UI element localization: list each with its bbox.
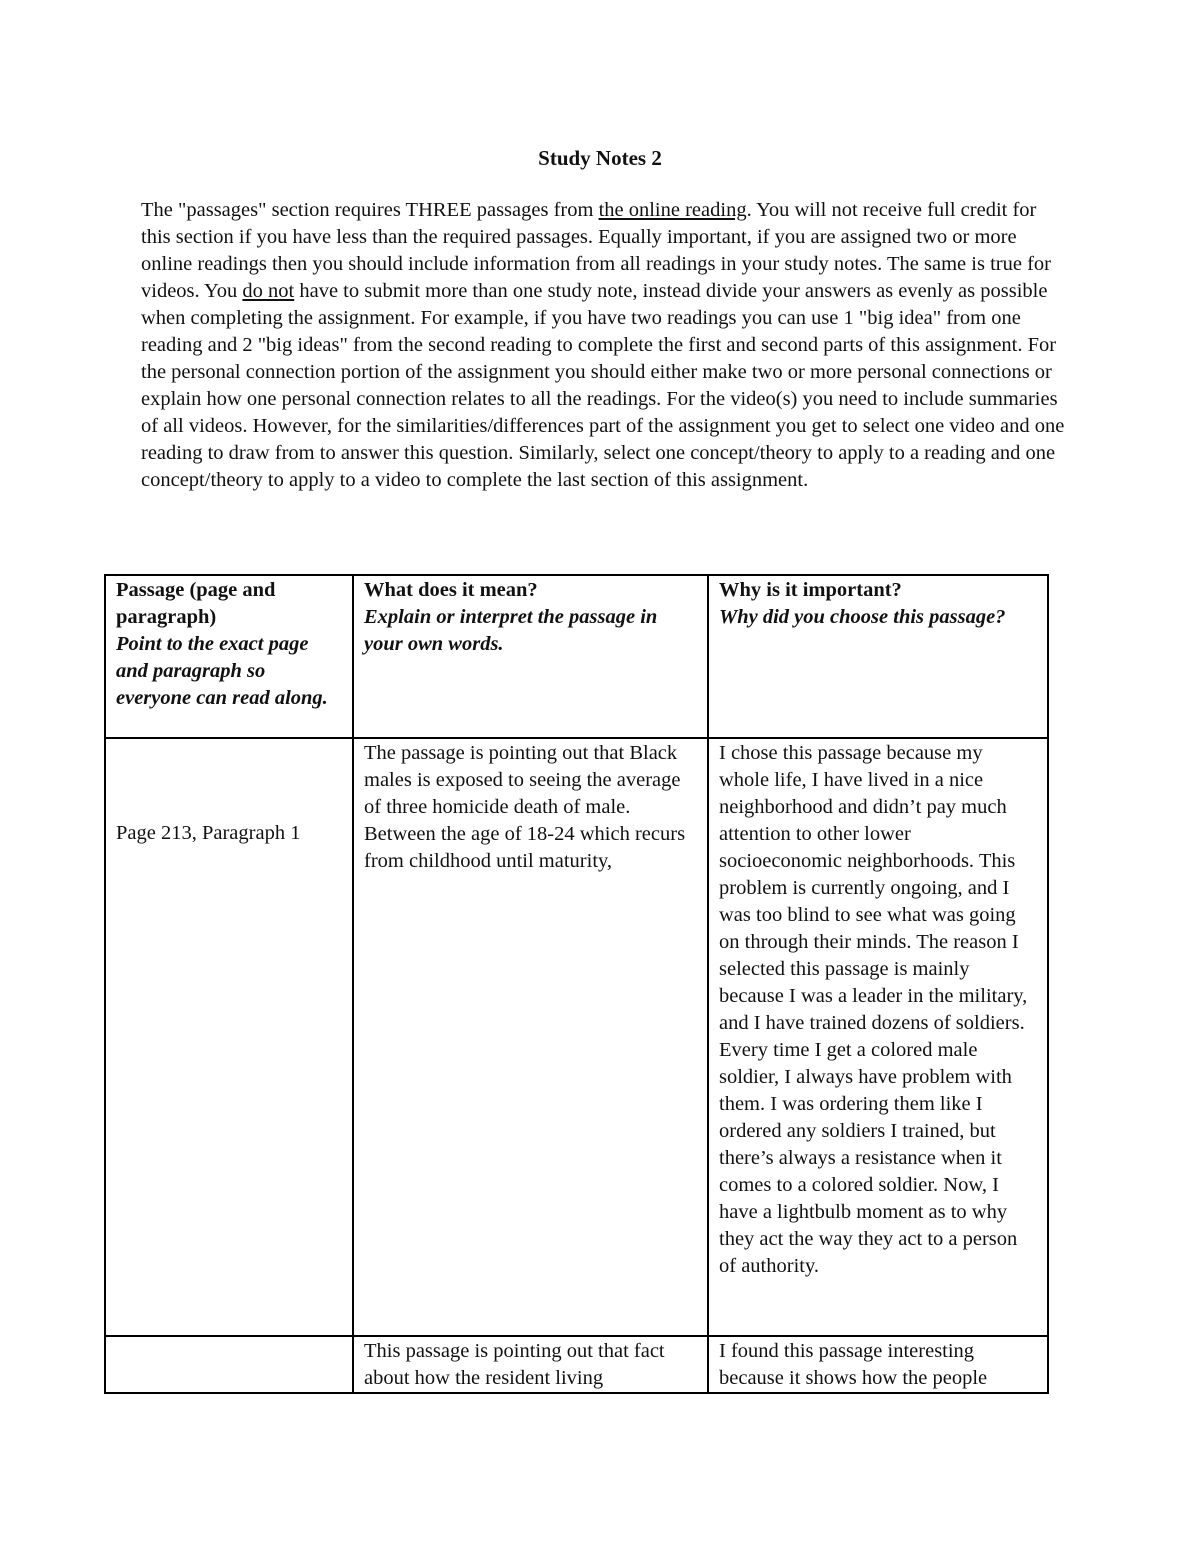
header-passage-title: Passage (page and paragraph) (116, 579, 276, 628)
cell-importance: I found this passage interesting because it shows how the people (708, 1336, 1048, 1393)
table-header-row (105, 575, 1048, 738)
table-row (105, 738, 1048, 1336)
study-notes-table (104, 574, 1049, 1394)
cell-meaning: The passage is pointing out that Black males is exposed to seeing the average of three homicide death of male. Between the age of 18-24 which recurs from childhood until maturity, (353, 738, 708, 1336)
cell-importance: I chose this passage because my whole life, I have lived in a nice neighborhood and didn’t pay much attention to other lower socioeconomic neighborhoods. This problem is currently ongoing, and I was too blind to see what was going on through their minds. The reason I selected this passage is mainly because I was a leader in the military, and I have trained dozens of soldiers. Every time I get a colored male soldier, I always have problem with them. I was ordering them like I ordered any soldiers I trained, but there’s always a resistance when it comes to a colored soldier. Now, I have a lightbulb moment as to why they act the way they act to a person of authority. (708, 738, 1048, 1336)
online-reading-underlined: the online reading (598, 199, 747, 221)
header-importance-subtitle: Why did you choose this passage? (719, 606, 1006, 628)
table-row (105, 1336, 1048, 1393)
cell-meaning: This passage is pointing out that fact about how the resident living (353, 1336, 708, 1393)
do-not-underlined: do not (242, 280, 295, 302)
header-meaning-subtitle: Explain or interpret the passage in your own words. (364, 606, 658, 655)
header-importance-title: Why is it important? (719, 579, 902, 601)
instructions-text-1: The "passages" section requires THREE passages from (141, 199, 599, 221)
instructions-paragraph (141, 197, 1071, 494)
cell-passage (105, 1336, 353, 1393)
header-meaning-title: What does it mean? (364, 579, 538, 601)
header-passage-subtitle: Point to the exact page and paragraph so everyone can read along. (116, 633, 328, 709)
header-importance (708, 575, 1048, 738)
instructions-text-2: . You will not receive full credit for this section if you have less than the required passages. Equally important, if you are assigned two or more online readings then you should include information from all readings in your study notes. The same is true for videos. You (141, 199, 1051, 302)
cell-passage (105, 738, 353, 1336)
instructions-text-3: have to submit more than one study note, instead divide your answers as evenly as possible when completing the assignment. For example, if you have two readings you can use 1 "big idea" from one reading and 2 "big ideas" from the second reading to complete the first and second parts of this assignment. For the personal connection portion of the assignment you should either make two or more personal connections or explain how one personal connection relates to all the readings. For the video(s) you need to include summaries of all videos. However, for the similarities/differences part of the assignment you get to select one video and one reading to draw from to answer this question. Similarly, select one concept/theory to apply to a reading and one concept/theory to apply to a video to complete the last section of this assignment. (141, 280, 1065, 491)
header-meaning (353, 575, 708, 738)
header-passage (105, 575, 353, 738)
document-title: Study Notes 2 (538, 146, 662, 170)
passage-reference: Page 213, Paragraph 1 (116, 822, 301, 844)
